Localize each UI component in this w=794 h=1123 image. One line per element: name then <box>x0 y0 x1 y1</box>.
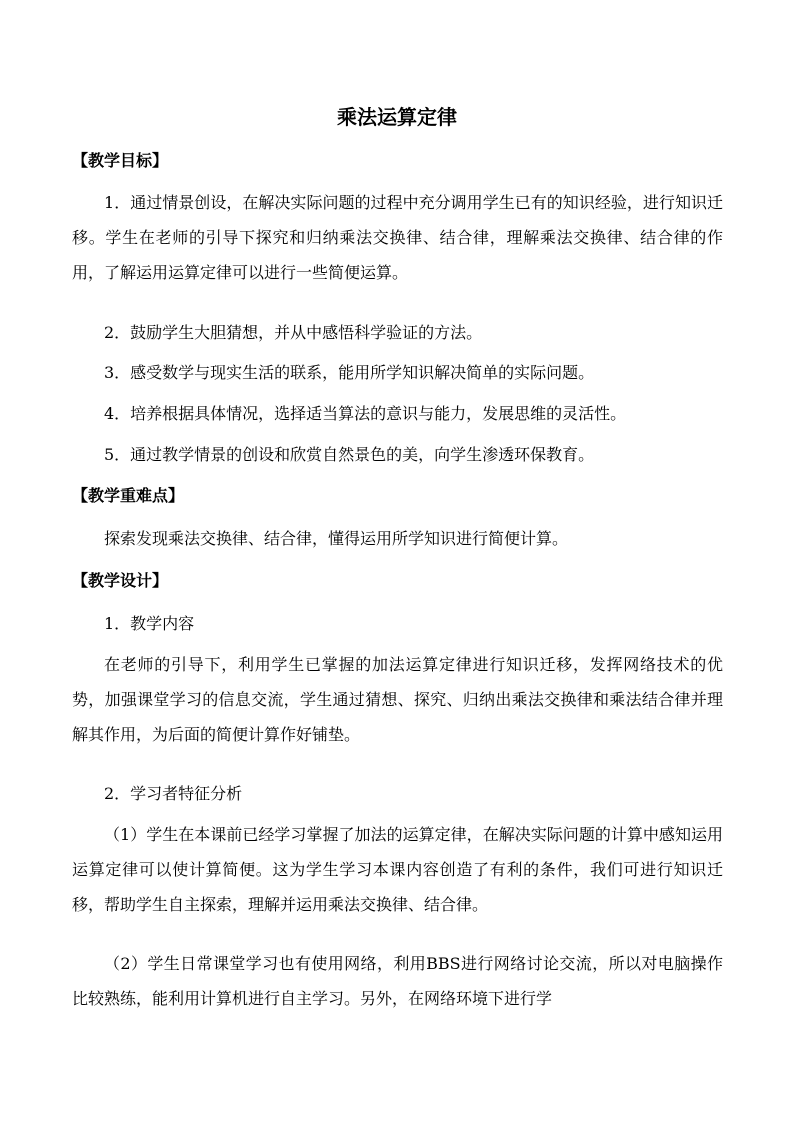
design-heading: 【教学设计】 <box>72 571 169 590</box>
key-points-text: 探索发现乘法交换律、结合律，懂得运用所学知识进行简便计算。 <box>104 529 569 548</box>
design-item2-paragraph-2: （2）学生日常课堂学习也有使用网络，利用BBS进行网络讨论交流，所以对电脑操作比较熟练，能利用计算机进行自主学习。另外，在网络环境下进行学 <box>72 954 723 1008</box>
design-item2-title: 2．学习者特征分析 <box>104 784 243 803</box>
goal-item-5: 5．通过教学情景的创设和欣赏自然景色的美，向学生渗透环保教育。 <box>104 445 595 464</box>
goal-item-3: 3．感受数学与现实生活的联系，能用所学知识解决简单的实际问题。 <box>104 363 595 382</box>
design-item2-paragraph-1: （1）学生在本课前已经学习掌握了加法的运算定律，在解决实际问题的计算中感知运用运算定律可以使计算简便。这为学生学习本课内容创造了有利的条件，我们可进行知识迁移，帮助学生自主探索，理解并运用乘法交换律、结合律。 <box>72 825 723 914</box>
key-points-heading: 【教学重难点】 <box>72 486 185 505</box>
goals-heading: 【教学目标】 <box>72 151 169 170</box>
design-item1-title: 1．教学内容 <box>104 614 195 633</box>
goal-item-1: 1．通过情景创设，在解决实际问题的过程中充分调用学生已有的知识经验，进行知识迁移。学生在老师的引导下探究和归纳乘法交换律、结合律，理解乘法交换律、结合律的作用，了解运用运算定律可以进行一些简便运算。 <box>72 193 723 282</box>
goal-item-2: 2．鼓励学生大胆猜想，并从中感悟科学验证的方法。 <box>104 323 483 342</box>
page-title: 乘法运算定律 <box>337 105 457 129</box>
design-item1-text: 在老师的引导下，利用学生已掌握的加法运算定律进行知识迁移，发挥网络技术的优势，加强课堂学习的信息交流，学生通过猜想、探究、归纳出乘法交换律和乘法结合律并理解其作用，为后面的简便计算作好铺垫。 <box>72 655 723 744</box>
goal-item-4: 4．培养根据具体情况，选择适当算法的意识与能力，发展思维的灵活性。 <box>104 404 627 423</box>
